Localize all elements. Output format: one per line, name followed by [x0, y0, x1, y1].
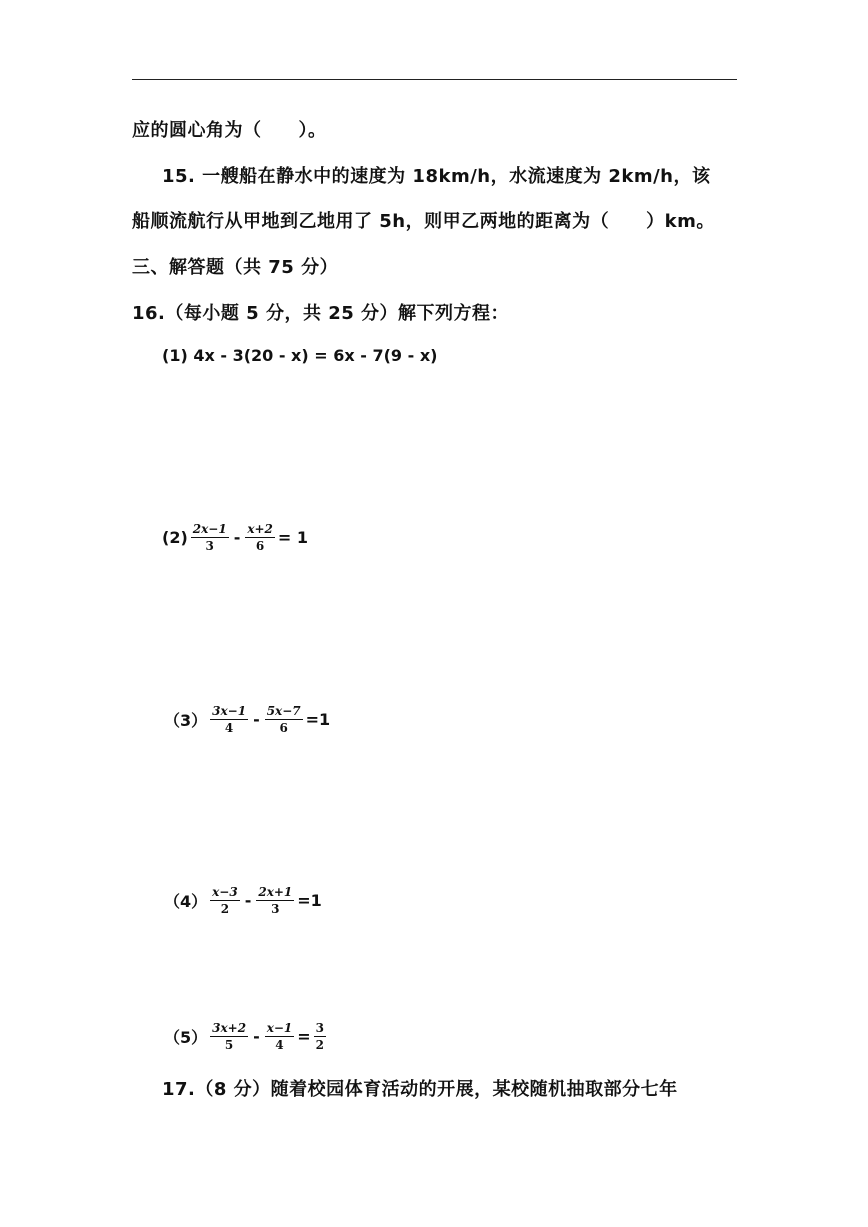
denominator: 4: [224, 721, 234, 735]
equation-label: （4）: [164, 892, 208, 911]
denominator: 2: [220, 902, 230, 916]
numerator: x−3: [212, 885, 238, 899]
equation-rhs: = 1: [277, 528, 308, 547]
operator: -: [244, 891, 252, 910]
numerator: 3: [315, 1021, 325, 1035]
denominator: 5: [224, 1038, 234, 1052]
equation-label: (2): [162, 528, 188, 547]
numerator: 2x−1: [192, 522, 227, 536]
fraction: [191, 521, 229, 554]
fraction: [265, 703, 303, 736]
numerator: 2x+1: [258, 885, 293, 899]
fraction: [245, 521, 275, 554]
fraction: [256, 884, 294, 917]
question-15-line-1: 15. 一艘船在静水中的速度为 18km/h，水流速度为 2km/h，该: [162, 166, 711, 187]
question-15-line-2: 船顺流航行从甲地到乙地用了 5h，则甲乙两地的距离为（ ）km。: [132, 211, 715, 232]
denominator: 4: [275, 1038, 284, 1052]
equation-rhs: =1: [305, 710, 331, 729]
operator: -: [253, 1027, 260, 1046]
fraction: [210, 884, 240, 917]
fraction: [314, 1020, 326, 1053]
equation-5: [164, 1020, 329, 1053]
question-16-heading: 16.（每小题 5 分，共 25 分）解下列方程：: [132, 303, 510, 324]
denominator: 2: [315, 1038, 325, 1052]
denominator: 3: [271, 902, 280, 916]
numerator: x−1: [266, 1021, 293, 1035]
operator: -: [253, 710, 260, 729]
numerator: x+2: [247, 522, 273, 536]
fraction: [210, 703, 248, 736]
numerator: 5x−7: [266, 704, 301, 718]
numerator: 3x+2: [212, 1021, 247, 1035]
fraction: [265, 1020, 295, 1053]
line-continuation: 应的圆心角为（ ）。: [132, 120, 327, 141]
equation-2: [162, 521, 308, 554]
equation-3: [164, 703, 330, 736]
equation-4: [164, 884, 322, 917]
equation-rhs: =1: [297, 891, 322, 910]
equation-rhs: =: [297, 1027, 311, 1046]
equation-1: (1) 4x - 3(20 - x) = 6x - 7(9 - x): [162, 346, 438, 365]
equation-label: （3）: [164, 711, 208, 730]
operator: -: [233, 528, 241, 547]
fraction: [210, 1020, 248, 1053]
denominator: 6: [279, 721, 288, 735]
question-17-line-1: 17.（8 分）随着校园体育活动的开展，某校随机抽取部分七年: [162, 1079, 678, 1100]
denominator: 6: [255, 539, 265, 553]
denominator: 3: [205, 539, 214, 553]
header-rule: [132, 79, 737, 80]
numerator: 3x−1: [212, 704, 247, 718]
equation-label: （5）: [164, 1028, 208, 1047]
section-heading: 三、解答题（共 75 分）: [132, 257, 339, 278]
